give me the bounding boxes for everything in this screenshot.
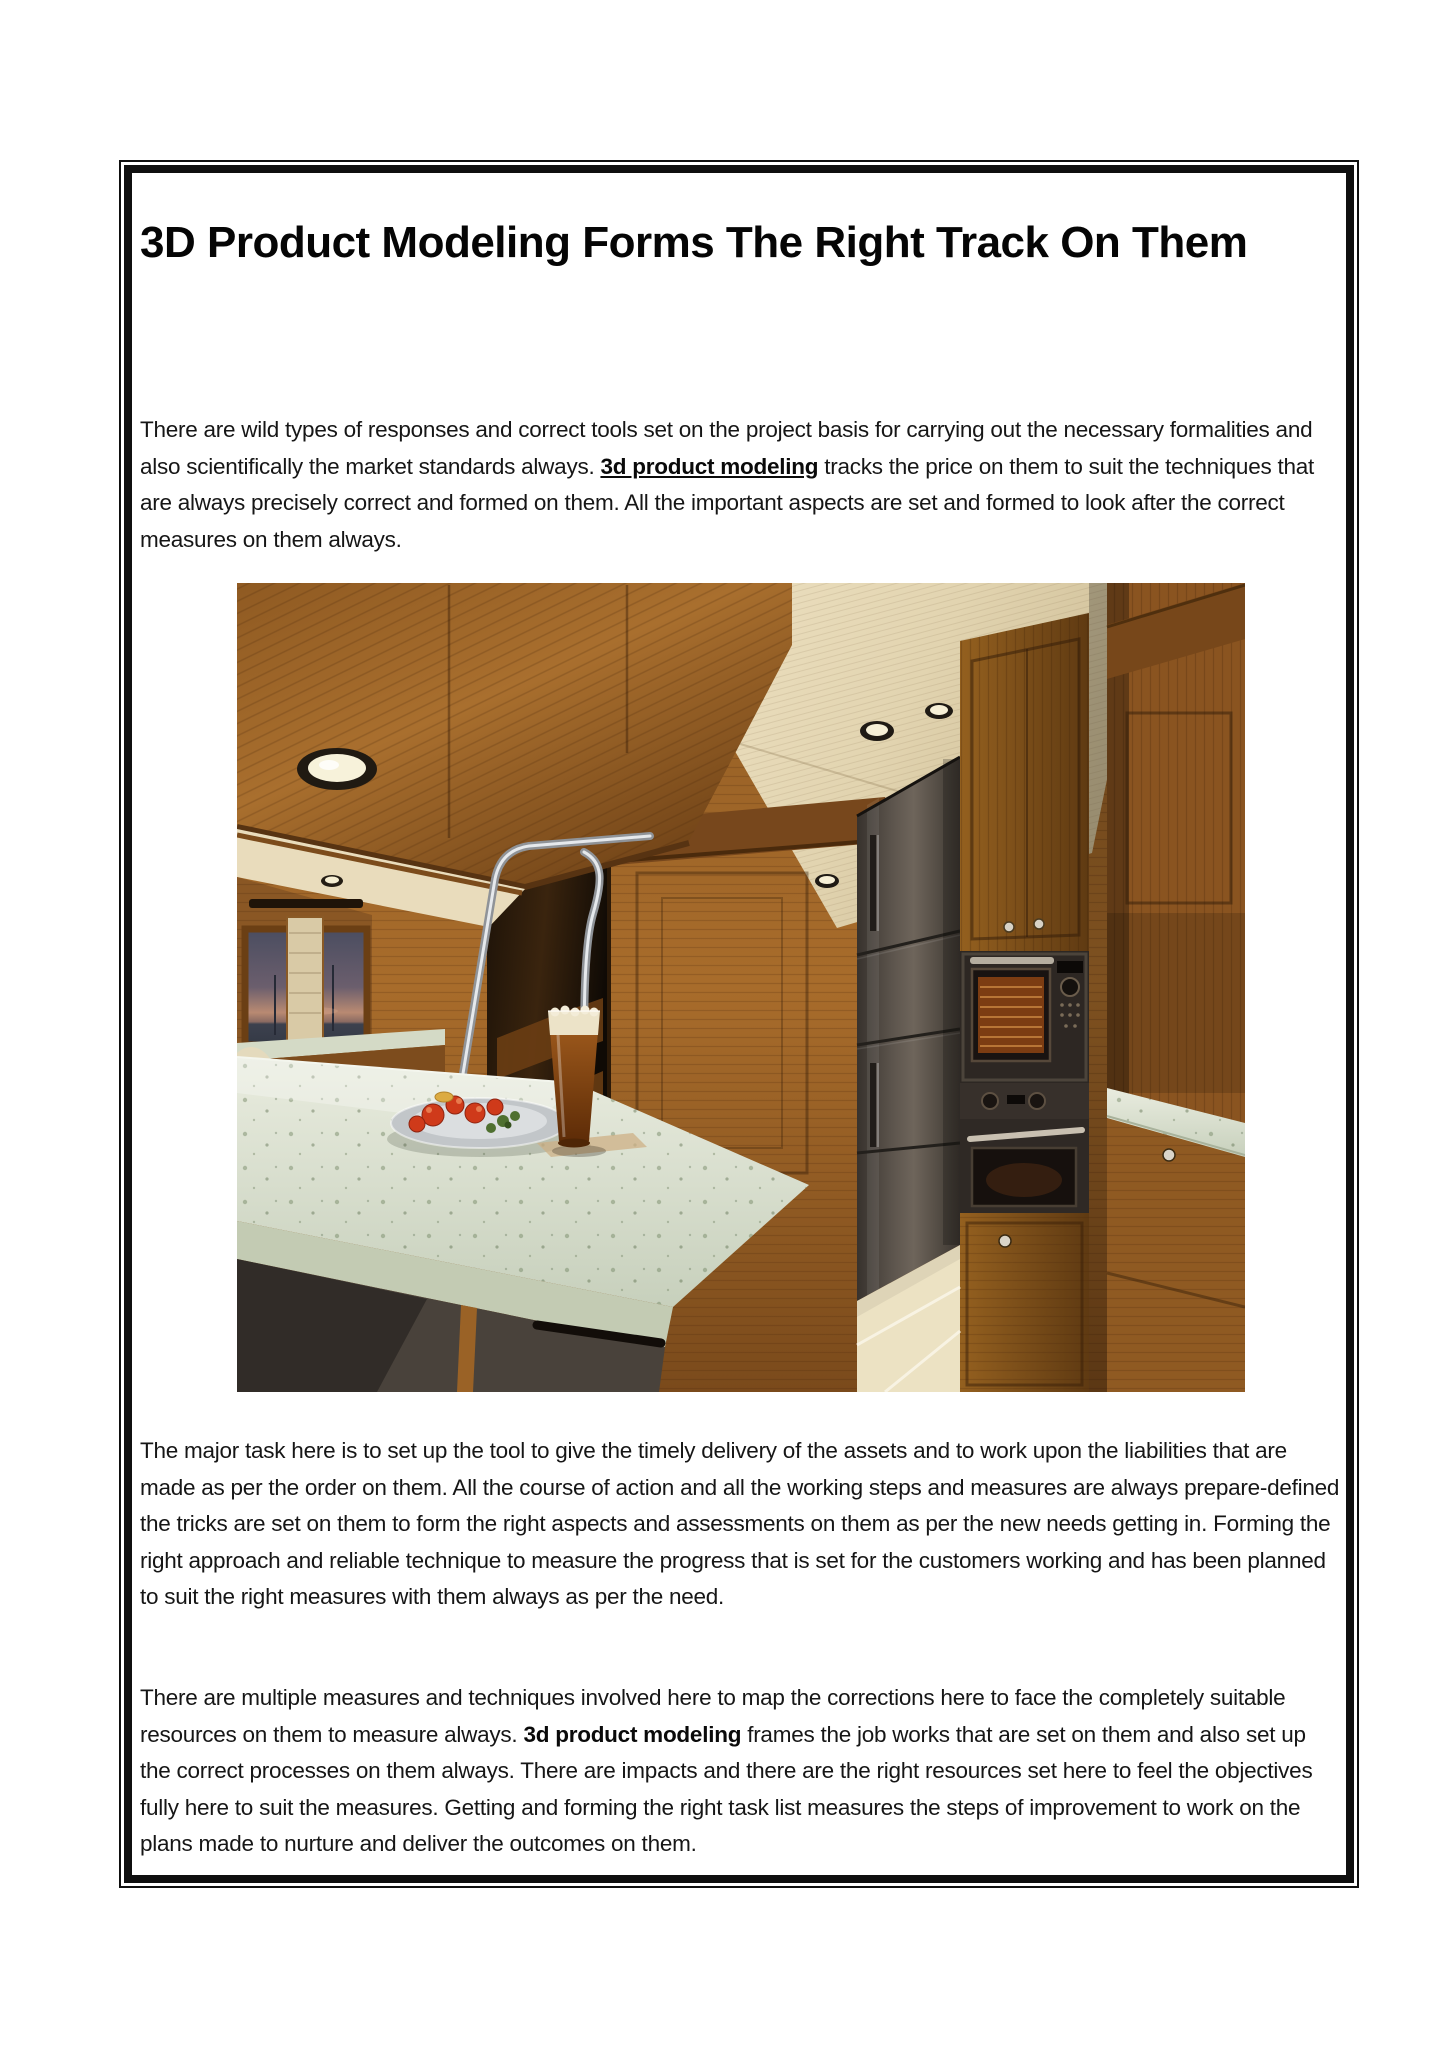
window-wall	[237, 877, 372, 1061]
cabinet-recessed-light	[297, 748, 377, 790]
counter-knob	[1163, 1149, 1175, 1161]
paragraph-3	[140, 1680, 1340, 1863]
right-wood-section	[1089, 583, 1245, 1392]
refrigerator	[857, 757, 960, 1301]
microwave-dial	[1061, 978, 1079, 996]
oven	[960, 1083, 1089, 1213]
kitchen-render-figure	[237, 583, 1245, 1392]
cabinet-knob	[1034, 919, 1044, 929]
link-3d-product-modeling[interactable]: 3d product modeling	[600, 453, 819, 479]
kitchen-3d-render	[237, 583, 1245, 1392]
lower-drawer	[960, 1213, 1089, 1392]
upper-appliance-cabinet	[960, 613, 1089, 951]
drawer-knob	[999, 1235, 1011, 1247]
cabinet-knob	[1004, 922, 1014, 932]
bold-3d-product-modeling: 3d product modeling	[523, 1721, 742, 1747]
oven-knob	[982, 1093, 998, 1109]
air-vent	[249, 899, 363, 908]
microwave	[960, 951, 1089, 1083]
window-blind	[287, 917, 323, 1045]
page-border-frame	[119, 160, 1359, 1888]
paragraph-3-pre: There are multiple measures and techniques involved here to map the corrections here to face the completely suitable resources on them to measure always.	[140, 1685, 1286, 1747]
paragraph-3-post: frames the job works that are set on them and also set up the correct processes on them always. There are impacts and there are the right resources set here to feel the objectives fully here to suit the measures. Getting and forming the right task list measures the steps of improvement to work on the plans made to nurture and deliver the outcomes on them.	[140, 1721, 1313, 1856]
page-content-area	[124, 165, 1354, 1883]
page-title: 3D Product Modeling Forms The Right Track On Them	[140, 218, 1248, 267]
oven-knob	[1029, 1093, 1045, 1109]
paragraph-1-pre: There are wild types of responses and correct tools set on the project basis for carrying out the necessary formalities and also scientifically the market standards always.	[140, 417, 1313, 479]
appliance-column	[960, 613, 1089, 1392]
paragraph-1	[140, 412, 1340, 558]
paragraph-2: The major task here is to set up the tool to give the timely delivery of the assets and to work upon the liabilities that are made as per the order on them. All the course of action and all the working steps and measures are always prepare-defined the tricks are set on them to form the right aspects and assessments on them as per the new needs getting in. Forming the right approach and reliable technique to measure the progress that is set for the customers working and has been planned to suit the right measures with them always as per the need.	[140, 1438, 1340, 1609]
paragraph-1-post: tracks the price on them to suit the techniques that are always precisely correct and formed on them. All the important aspects are set and formed to look after the correct measures on them always.	[140, 453, 1314, 552]
lemon-slice	[435, 1092, 453, 1102]
right-counter	[1107, 1088, 1245, 1392]
